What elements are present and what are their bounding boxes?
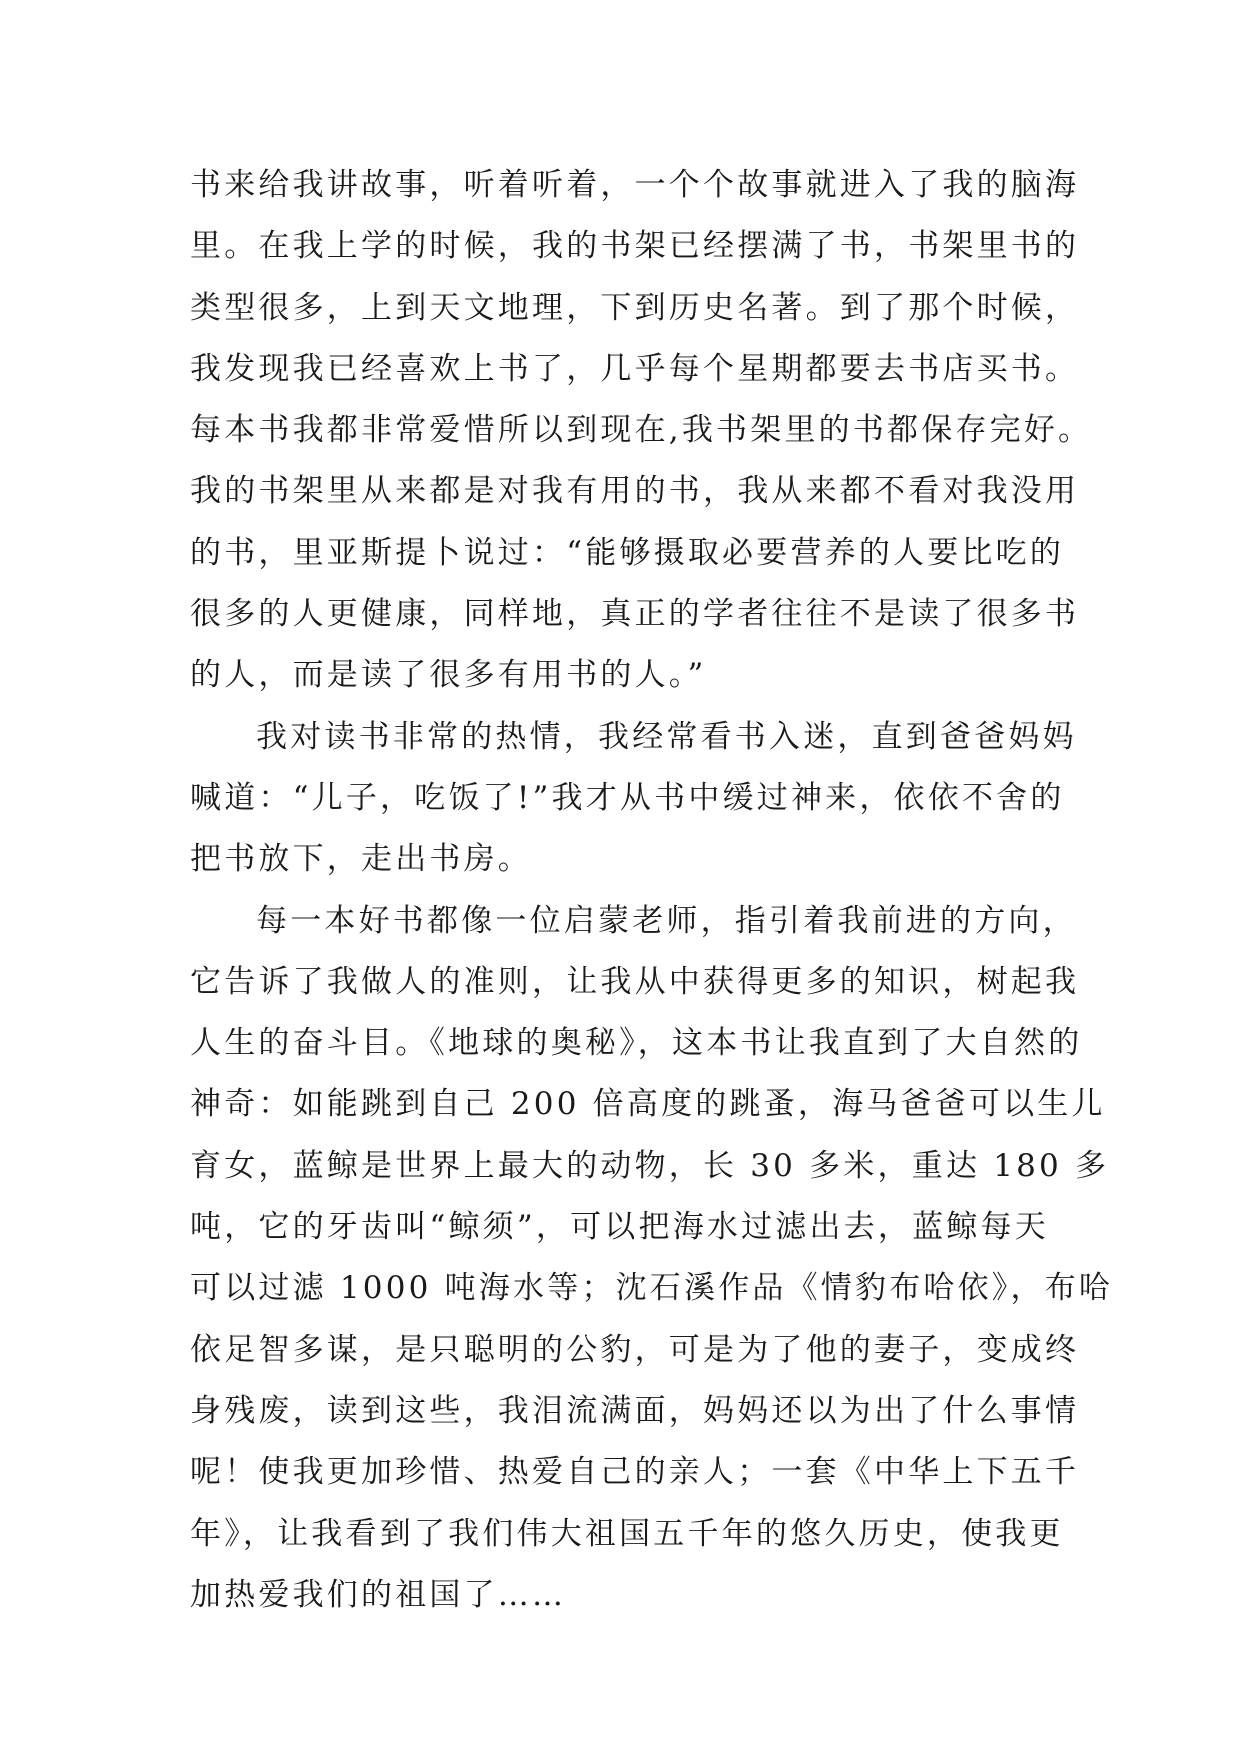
text-line: 它告诉了我做人的准则，让我从中获得更多的知识，树起我 [190, 963, 1080, 1000]
text-line: 每一本好书都像一位启蒙老师，指引着我前进的方向， [256, 902, 1077, 939]
text-line: 神奇：如能跳到自己 200 倍高度的跳蚤，海马爸爸可以生儿 [190, 1086, 1106, 1123]
text-line: 人生的奋斗目。《地球的奥秘》，这本书让我直到了大自然的 [190, 1025, 1083, 1062]
text-line: 吨，它的牙齿叫“鲸须”，可以把海水过滤出去，蓝鲸每天 [190, 1209, 1049, 1246]
text-line: 我发现我已经喜欢上书了，几乎每个星期都要去书店买书。 [190, 350, 1080, 387]
text-line: 每本书我都非常爱惜所以到现在,我书架里的书都保存完好。 [190, 412, 1093, 449]
text-line: 的书，里亚斯提卜说过：“能够摄取必要营养的人要比吃的 [190, 534, 1065, 571]
text-line: 我对读书非常的热情，我经常看书入迷，直到爸爸妈妈 [256, 718, 1077, 755]
text-line: 我的书架里从来都是对我有用的书，我从来都不看对我没用 [190, 473, 1080, 510]
text-line: 可以过滤 1000 吨海水等；沈石溪作品《情豹布哈依》，布哈 [190, 1270, 1114, 1307]
text-line: 依足智多谋，是只聪明的公豹，可是为了他的妻子，变成终 [190, 1331, 1080, 1368]
text-line: 年》，让我看到了我们伟大祖国五千年的悠久历史，使我更 [190, 1515, 1064, 1552]
text-line: 呢！使我更加珍惜、热爱自己的亲人；一套《中华上下五千 [190, 1454, 1080, 1491]
text-line: 的人，而是读了很多有用书的人。” [190, 657, 707, 694]
essay-body [190, 155, 1114, 1626]
text-line: 里。在我上学的时候，我的书架已经摆满了书，书架里书的 [190, 228, 1080, 265]
text-line: 把书放下，走出书房。 [190, 841, 532, 878]
text-line: 类型很多，上到天文地理，下到历史名著。到了那个时候， [190, 289, 1080, 326]
text-line: 加热爱我们的祖国了…… [190, 1576, 567, 1613]
text-line: 很多的人更健康，同样地，真正的学者往往不是读了很多书 [190, 596, 1080, 633]
text-line: 身残废，读到这些，我泪流满面，妈妈还以为出了什么事情 [190, 1392, 1080, 1429]
text-line: 书来给我讲故事，听着听着，一个个故事就进入了我的脑海 [190, 167, 1080, 203]
text-line: 育女，蓝鲸是世界上最大的动物，长 30 多米，重达 180 多 [190, 1147, 1110, 1184]
text-line: 喊道：“儿子，吃饭了!”我才从书中缓过神来，依依不舍的 [190, 779, 1065, 816]
